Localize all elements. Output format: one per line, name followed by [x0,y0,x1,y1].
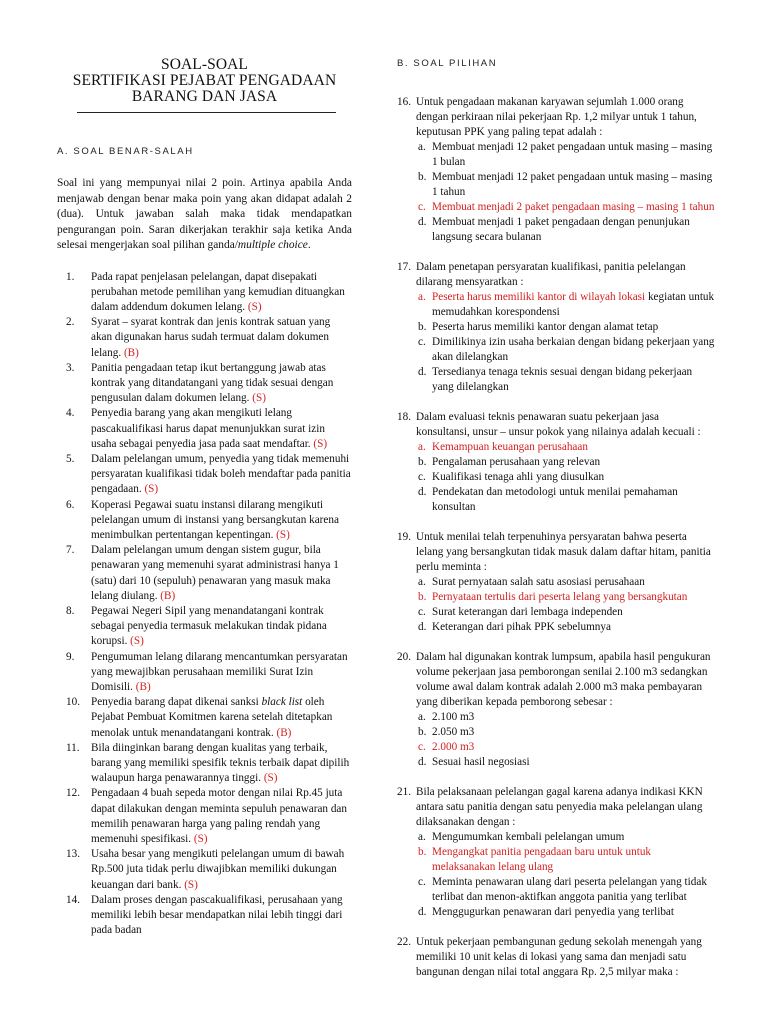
list-item [57,543,352,604]
item-text: oleh Pejabat Pembuat Komitmen karena setelah ditetapkan menolak untuk menandatangani kontrak. [91,696,333,739]
item-number: 8. [66,604,75,617]
item-text: Penyedia barang yang akan mengikuti lelang pascakualifikasi harus dapat menunjukkan surat izin usaha sebagai penyedia jasa pada saat mendaftar. [91,407,325,450]
option-text-continued: kegiatan untuk memudahkan korespondensi [432,291,715,318]
option-text: Keterangan dari pihak PPK sebelumnya [432,621,611,633]
item-text: Pengadaan 4 buah sepeda motor dengan nilai Rp.45 juta dapat dilakukan dengan meminta sepuluh penawaran dan memilih penawaran harga yang paling rendah yang memenuhi spesifikasi. [91,787,347,846]
question-text: Dalam evaluasi teknis penawaran suatu pekerjaan jasa konsultansi, unsur – unsur pokok yang nilainya adalah kecuali : [416,411,701,438]
option-text: Membuat menjadi 1 paket pengadaan dengan penunjukan langsung secara bulanan [432,216,690,243]
option-letter: c. [418,606,426,618]
option [397,605,715,620]
option-letter: b. [418,591,427,603]
answer-mark: (B) [160,589,176,602]
option [397,620,715,635]
list-item [57,893,352,939]
question [397,650,715,770]
option [397,140,715,170]
title-line-2: SERTIFIKASI PEJABAT PENGADAAN [72,72,337,89]
option-letter: d. [418,486,427,498]
item-number: 4. [66,407,75,420]
option-correct [397,290,715,320]
item-number: 5. [66,452,75,465]
question-stem [397,410,715,440]
answer-mark: (S) [184,878,198,891]
question-text: Dalam penetapan persyaratan kualifikasi, panitia pelelangan dilarang mensyaratkan : [416,261,686,288]
question-number: 16. [397,96,411,108]
option-text: Membuat menjadi 2 paket pengadaan masing – masing 1 tahun [432,201,715,213]
option-letter: b. [418,171,427,183]
list-item [57,498,352,544]
item-number: 1. [66,270,75,283]
answer-mark: (S) [263,772,278,785]
option-text: Peserta harus memiliki kantor di wilayah lokasi [432,291,646,303]
item-text: Dalam pelelangan umum dengan sistem gugur, bila penawaran yang memenuhi syarat administrasi hanya 1 (satu) dari 10 (sepuluh) penawaran yang masuk maka lelang diulang. [91,544,339,602]
question [397,410,715,515]
option-letter: d. [418,621,427,633]
item-text: Dalam proses dengan pascakualifikasi, perusahaan yang memiliki lebih besar mendapatkan nilai lebih tinggi dari pada badan [91,893,343,937]
option-letter: b. [418,456,427,468]
option-text: Kualifikasi tenaga ahli yang diusulkan [432,471,605,483]
item-number: 9. [66,650,75,663]
list-item [57,270,352,316]
option [397,725,715,740]
option-letter: c. [418,201,426,213]
option-text: Mengumumkan kembali pelelangan umum [432,831,625,843]
option-text: Kemampuan keuangan perusahaan [432,441,588,453]
option [397,215,715,245]
list-item [57,452,352,498]
option-text: Surat pernyataan salah satu asosiasi perusahaan [432,576,645,588]
option-letter: c. [418,876,426,888]
option-letter: d. [418,216,427,228]
true-false-list [57,270,352,939]
item-number: 7. [66,544,75,557]
option-text: Membuat menjadi 12 paket pengadaan untuk masing – masing 1 bulan [432,141,713,168]
option-text: 2.000 m3 [432,741,475,753]
option-letter: d. [418,366,427,378]
item-number: 14. [66,893,80,906]
question-number: 20. [397,651,411,663]
option-text: Menggugurkan penawaran dari penyedia yang terlibat [432,906,674,918]
answer-mark: (B) [123,346,139,359]
option [397,875,715,905]
item-text: Dalam pelelangan umum, penyedia yang tidak memenuhi persyaratan kualifikasi tidak boleh mendaftar pada panitia pengadaan. [91,452,351,496]
item-text: Koperasi Pegawai suatu instansi dilarang mengikuti pelelangan umum di instansi yang bersangkutan karena menimbulkan pertentangan kepentingan. [91,498,339,541]
option-letter: d. [418,906,427,918]
intro-italic: multiple choice [237,239,308,251]
list-item [57,406,352,452]
question [397,530,715,635]
option [397,755,715,770]
document-title [57,57,352,105]
option-letter: c. [418,741,426,753]
question-number: 18. [397,411,411,423]
option [397,365,715,395]
question-number: 21. [397,786,411,798]
answer-mark: (S) [276,528,290,541]
option-letter: b. [418,321,427,333]
option-correct [397,590,715,605]
option [397,455,715,470]
question-text: Untuk pengadaan makanan karyawan sejumlah 1.000 orang dengan perkiraan nilai pekerjaan Rp. 1,2 milyar untuk 1 tahun, keputusan PPK yang paling tepat adalah : [416,96,697,138]
option-text: Dimilikinya izin usaha berkaian dengan bidang pekerjaan yang akan dilelangkan [432,336,715,363]
option-text: Membuat menjadi 12 paket pengadaan untuk masing – masing 1 tahun [432,171,713,198]
option-correct [397,845,715,875]
question-stem [397,95,715,140]
option-text: Pendekatan dan metodologi untuk menilai pemahaman konsultan [432,486,678,513]
question-text: Bila pelaksanaan pelelangan gagal karena adanya indikasi KKN antara satu panitia dengan satu penyedia maka pelelangan ulang dilaksanakan dengan : [416,786,703,828]
question [397,785,715,920]
option-text: Sesuai hasil negosiasi [432,756,530,768]
option-letter: a. [418,441,426,453]
option-text: Pernyataan tertulis dari peserta lelang yang bersangkutan [432,591,688,603]
option-text: 2.050 m3 [432,726,475,738]
option [397,320,715,335]
option-text: Mengangkat panitia pengadaan baru untuk untuk melaksanakan lelang ulang [432,846,652,873]
option [397,575,715,590]
question-text: Dalam hal digunakan kontrak lumpsum, apabila hasil pengukuran volume pekerjaan jasa pemborongan senilai 2.100 m3 sedangkan volume awal dalam kontrak adalah 2.000 m3 maka pembayaran yang diberikan kepada pemborong sebesar : [416,651,711,708]
item-number: 2. [66,316,75,329]
option-text: 2.100 m3 [432,711,475,723]
question-stem [397,650,715,710]
list-item [57,604,352,650]
right-column [397,0,715,980]
option-letter: c. [418,471,426,483]
option [397,335,715,365]
question-stem [397,785,715,830]
item-text: Penyedia barang dapat dikenai sanksi [91,696,262,709]
multiple-choice-list [397,95,715,980]
section-a-heading: A. SOAL BENAR-SALAH [57,146,194,157]
list-item [57,315,352,361]
option-text: Surat keterangan dari lembaga independen [432,606,623,618]
intro-main: Soal ini yang mempunyai nilai 2 poin. Artinya apabila Anda menjawab dengan benar maka poin yang akan didapat adalah 2 (dua). Untuk jawaban salah maka tidak mendapatkan pengurangan poin. Saran dikerjakan terakhir saja ketika Anda selesai mengerjakan soal pilihan ganda/ [57,177,352,251]
question-number: 22. [397,936,411,948]
item-text-italic: black list [261,696,303,709]
option-letter: a. [418,141,426,153]
answer-mark: (B) [276,726,292,739]
question [397,260,715,395]
item-number: 6. [66,498,75,511]
item-text: Syarat – syarat kontrak dan jenis kontrak satuan yang akan digunakan harus sudah termuat dalam dokumen lelang. [91,316,331,359]
question-stem [397,260,715,290]
question-number: 19. [397,531,411,543]
option-text: Tersedianya tenaga teknis sesuai dengan bidang pekerjaan yang dilelangkan [432,366,693,393]
option-correct [397,440,715,455]
list-item [57,650,352,696]
option [397,905,715,920]
question-stem [397,935,715,980]
question-number: 17. [397,261,411,273]
question-stem [397,530,715,575]
item-number: 11. [66,741,80,754]
answer-mark: (S) [193,833,208,846]
option-text: Peserta harus memiliki kantor dengan alamat tetap [432,321,659,333]
item-text: Pegawai Negeri Sipil yang menandatangani kontrak sebagai penyedia termasuk melakukan tindak pidana korupsi. [91,604,327,648]
item-text: Bila diinginkan barang dengan kualitas yang terbaik, barang yang memiliki spesifik teknis terbaik dapat dipilih walaupun harga penawarannya tinggi. [91,741,350,785]
question-text: Untuk pekerjaan pembangunan gedung sekolah menengah yang memiliki 10 unit kelas di lokasi yang sama dan menjadi satu bangunan dengan nilai total anggara Rp. 2,5 milyar maka : [416,936,702,978]
question-text: Untuk menilai telah terpenuhinya persyaratan bahwa peserta lelang yang bersangkutan tidak masuk dalam daftar hitam, panitia perlu meminta : [416,531,711,573]
option [397,485,715,515]
answer-mark: (S) [252,392,266,405]
item-number: 10. [66,696,80,709]
section-b-heading: B. SOAL PILIHAN [397,58,498,69]
option [397,470,715,485]
list-item [57,786,352,847]
option [397,710,715,725]
list-item [57,741,352,787]
title-underline [77,112,336,113]
option-letter: a. [418,711,426,723]
list-item [57,695,352,741]
option-correct [397,200,715,215]
title-line-1: SOAL-SOAL [160,56,248,73]
question [397,935,715,980]
option-letter: c. [418,336,426,348]
option-letter: d. [418,756,427,768]
item-text: Pengumuman lelang dilarang mencantumkan persyaratan yang mewajibkan perusahaan memiliki Surat Izin Domisili. [91,650,348,693]
option-text: Pengalaman perusahaan yang relevan [432,456,601,468]
option-text: Meminta penawaran ulang dari peserta pelelangan yang tidak terlibat dan menon-aktifkan anggota panitia yang terlibat [432,876,707,903]
answer-mark: (S) [313,437,328,450]
list-item [57,361,352,407]
option-letter: b. [418,726,427,738]
answer-mark: (S) [247,300,262,313]
left-column [57,0,352,938]
item-text: Panitia pengadaan tetap ikut bertanggung jawab atas kontrak yang ditandatangani yang tidak sesuai dengan pengusulan dalam dokumen lelang. [91,361,334,405]
option-letter: a. [418,576,426,588]
question [397,95,715,245]
option-letter: a. [418,291,426,303]
item-number: 13. [66,848,80,861]
answer-mark: (S) [144,483,159,496]
option-letter: b. [418,846,427,858]
title-line-3: BARANG DAN JASA [131,88,278,105]
item-number: 12. [66,787,80,800]
intro-end: . [307,239,311,251]
answer-mark: (S) [130,635,144,648]
answer-mark: (B) [135,680,151,693]
option-correct [397,740,715,755]
section-a-intro [57,176,352,254]
item-text: Usaha besar yang mengikuti pelelangan umum di bawah Rp.500 juta tidak perlu diwajibkan memiliki dukungan keuangan dari bank. [91,848,345,891]
list-item [57,847,352,893]
item-text: Pada rapat penjelasan pelelangan, dapat disepakati perubahan metode pemilihan yang kemudian dituangkan dalam addendum dokumen lelang. [91,270,345,313]
option [397,830,715,845]
option [397,170,715,200]
item-number: 3. [66,361,75,374]
option-letter: a. [418,831,426,843]
